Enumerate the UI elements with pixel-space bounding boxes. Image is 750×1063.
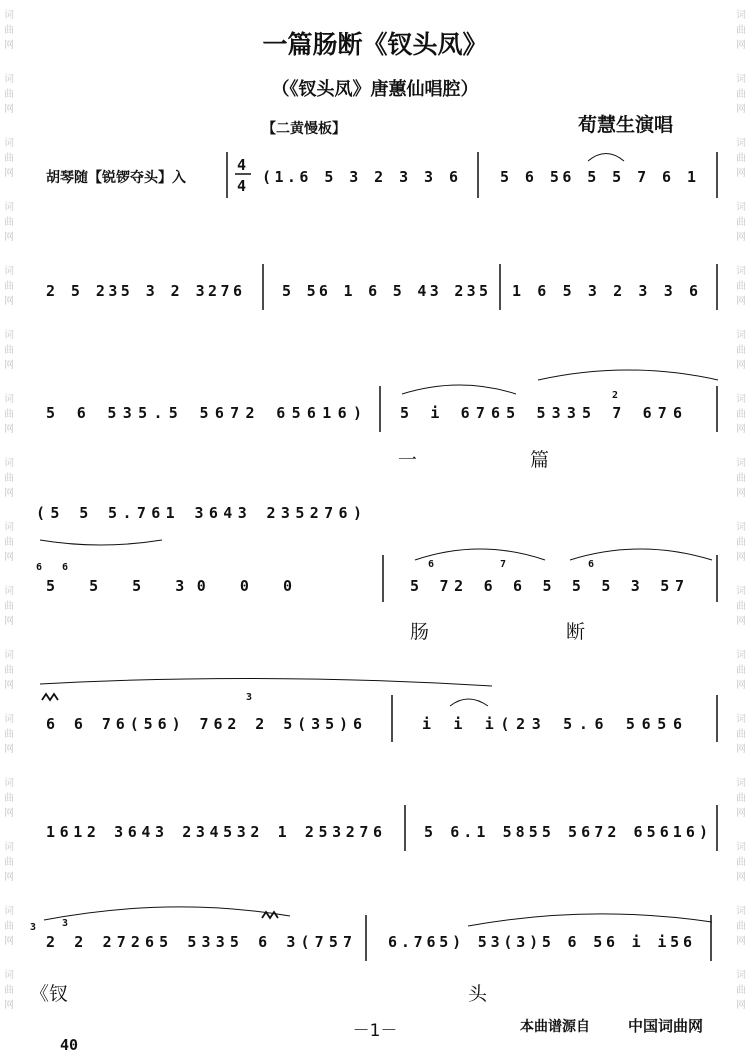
watermark-char: 曲 <box>4 921 14 932</box>
watermark-char: 词 <box>736 906 746 917</box>
watermark-char: 曲 <box>736 281 746 292</box>
watermark-char: 网 <box>4 744 14 755</box>
song-subtitle: （《钗头凤》唐蕙仙唱腔） <box>271 79 479 100</box>
watermark-char: 曲 <box>736 25 746 36</box>
lyric-syllable: 肠 <box>410 621 430 643</box>
watermark-char: 网 <box>736 616 746 627</box>
grace-note: 7 <box>500 559 507 570</box>
slur-arc <box>415 549 545 560</box>
lyric-syllable: 篇 <box>530 449 550 471</box>
watermark-char: 曲 <box>736 665 746 676</box>
grace-note: 6 <box>62 562 69 573</box>
lyric-syllable: 头 <box>468 983 488 1005</box>
watermark-char: 网 <box>736 360 746 371</box>
watermark-char: 词 <box>4 266 14 277</box>
notation-measure: 2 2 27265 5335 6 3(757 <box>46 933 353 951</box>
trill-mark <box>42 694 58 700</box>
slur-arc <box>538 370 718 380</box>
watermark-char: 曲 <box>736 217 746 228</box>
watermark-char: 网 <box>4 936 14 947</box>
watermark-char: 曲 <box>4 153 14 164</box>
grace-note: 3 <box>246 692 253 703</box>
watermark-char: 网 <box>736 168 746 179</box>
notation-measure: 5 6 535.5 5672 65616) <box>46 404 362 422</box>
watermark-char: 词 <box>736 970 746 981</box>
watermark-char: 网 <box>736 936 746 947</box>
watermark-char: 曲 <box>4 729 14 740</box>
watermark-char: 曲 <box>4 281 14 292</box>
lyric-syllable: 断 <box>566 621 586 643</box>
watermark-char: 词 <box>4 970 14 981</box>
corner-number: 40 <box>60 1036 79 1054</box>
slur-arc <box>468 914 712 926</box>
page-number: －1－ <box>352 1021 398 1041</box>
watermark-char: 网 <box>4 296 14 307</box>
watermark-char: 词 <box>4 714 14 725</box>
slur-arc <box>40 540 162 545</box>
watermark-char: 词 <box>736 266 746 277</box>
source-label: 本曲谱源自 <box>520 1019 590 1035</box>
notation-measure: (5 5 5.761 3643 235276) <box>36 504 362 522</box>
watermark-char: 网 <box>4 104 14 115</box>
watermark-char: 词 <box>4 394 14 405</box>
slur-arc <box>402 385 516 394</box>
watermark-char: 曲 <box>736 89 746 100</box>
notation-measure: 5 72 6 6 5 5 5 3 57 <box>410 577 684 595</box>
watermark-char: 网 <box>736 552 746 563</box>
watermark-char: 曲 <box>736 601 746 612</box>
notation-measure: (1.6 5 3 2 3 3 6 <box>262 168 458 186</box>
notation-measure: 1 6 5 3 2 3 3 6 <box>512 282 698 300</box>
notation-measure: 5 5 5 30 0 0 <box>46 577 292 595</box>
watermark-char: 曲 <box>4 985 14 996</box>
lyric-syllable: 《钗 <box>30 983 69 1005</box>
watermark-char: 曲 <box>736 473 746 484</box>
watermark-char: 词 <box>736 330 746 341</box>
grace-note: 6 <box>428 559 435 570</box>
watermark-char: 词 <box>4 522 14 533</box>
watermark-char: 词 <box>736 522 746 533</box>
watermark-char: 词 <box>736 138 746 149</box>
watermark-char: 曲 <box>736 793 746 804</box>
slur-arc <box>40 678 492 686</box>
watermark-char: 曲 <box>4 665 14 676</box>
watermark-char: 词 <box>4 458 14 469</box>
watermark-char: 网 <box>736 232 746 243</box>
time-signature-bottom: 4 <box>237 177 247 195</box>
watermark-char: 曲 <box>736 153 746 164</box>
watermark-char: 词 <box>4 906 14 917</box>
watermark-char: 词 <box>736 650 746 661</box>
watermark-char: 网 <box>4 616 14 627</box>
watermark-char: 词 <box>4 330 14 341</box>
grace-note: 6 <box>36 562 43 573</box>
watermark-char: 网 <box>736 872 746 883</box>
source-site-link[interactable]: 中国词曲网 <box>628 1017 704 1035</box>
performer-credit: 荀慧生演唱 <box>578 114 674 136</box>
watermark-char: 曲 <box>736 985 746 996</box>
watermark-char: 词 <box>736 10 746 21</box>
notation-measure: i i i(23 5.6 5656 <box>422 715 682 733</box>
notation-measure: 2 5 235 3 2 3276 <box>46 282 243 300</box>
watermark-char: 词 <box>736 458 746 469</box>
watermark-column-right <box>736 9 746 1011</box>
watermark-char: 网 <box>736 104 746 115</box>
watermark-char: 网 <box>4 680 14 691</box>
watermark-char: 网 <box>4 40 14 51</box>
watermark-char: 曲 <box>4 25 14 36</box>
notation-measure: 5 i 6765 5335 7 676 <box>400 404 682 422</box>
watermark-char: 网 <box>4 232 14 243</box>
watermark-char: 网 <box>4 552 14 563</box>
watermark-char: 词 <box>736 842 746 853</box>
watermark-char: 曲 <box>4 537 14 548</box>
watermark-char: 曲 <box>4 857 14 868</box>
watermark-char: 曲 <box>4 217 14 228</box>
watermark-char: 词 <box>736 74 746 85</box>
notation-measure: 6.765) 53(3)5 6 56 i i56 <box>388 933 692 951</box>
lyric-syllable: 一 <box>398 449 418 471</box>
watermark-char: 曲 <box>4 345 14 356</box>
watermark-char: 词 <box>4 650 14 661</box>
watermark-char: 词 <box>4 842 14 853</box>
watermark-char: 曲 <box>736 729 746 740</box>
watermark-char: 词 <box>4 778 14 789</box>
watermark-char: 曲 <box>736 537 746 548</box>
watermark-char: 词 <box>736 714 746 725</box>
slur-arc <box>450 699 488 706</box>
watermark-char: 网 <box>4 872 14 883</box>
time-signature-top: 4 <box>237 156 247 174</box>
watermark-char: 词 <box>736 778 746 789</box>
watermark-char: 网 <box>736 296 746 307</box>
watermark-char: 网 <box>736 424 746 435</box>
notation-measure: 6 6 76(56) 762 2 5(35)6 <box>46 715 362 733</box>
watermark-char: 曲 <box>736 857 746 868</box>
watermark-char: 词 <box>4 74 14 85</box>
watermark-char: 词 <box>4 138 14 149</box>
grace-note: 3 <box>62 918 69 929</box>
watermark-char: 网 <box>736 744 746 755</box>
notation-measure: 5 6.1 5855 5672 65616) <box>424 823 708 841</box>
slur-arc <box>44 907 290 920</box>
grace-note: 6 <box>588 559 595 570</box>
watermark-char: 曲 <box>4 793 14 804</box>
watermark-char: 曲 <box>736 409 746 420</box>
notation-measure: 1612 3643 234532 1 253276 <box>46 823 382 841</box>
watermark-char: 曲 <box>736 921 746 932</box>
watermark-char: 网 <box>4 808 14 819</box>
watermark-char: 网 <box>4 360 14 371</box>
watermark-char: 网 <box>736 680 746 691</box>
watermark-char: 词 <box>736 202 746 213</box>
watermark-char: 网 <box>736 1000 746 1011</box>
watermark-char: 网 <box>4 488 14 499</box>
watermark-column-left <box>4 9 14 1011</box>
watermark-char: 曲 <box>4 473 14 484</box>
watermark-char: 网 <box>4 1000 14 1011</box>
notation-measure: 5 56 1 6 5 43 235 <box>282 282 488 300</box>
watermark-char: 词 <box>4 202 14 213</box>
intro-instruction: 胡琴随【锐锣夺头】入 <box>46 170 186 186</box>
watermark-char: 网 <box>4 424 14 435</box>
watermark-char: 网 <box>736 488 746 499</box>
watermark-char: 曲 <box>4 409 14 420</box>
song-title: 一篇肠断《钗头凤》 <box>262 30 488 59</box>
watermark-char: 曲 <box>736 345 746 356</box>
watermark-char: 网 <box>4 168 14 179</box>
notation-measure: 5 6 56 5 5 7 6 1 <box>500 168 696 186</box>
mode-label: 【二黄慢板】 <box>262 121 346 137</box>
watermark-char: 词 <box>736 394 746 405</box>
grace-note: 2 <box>612 390 619 401</box>
tie-arc <box>588 154 624 162</box>
watermark-char: 曲 <box>4 601 14 612</box>
watermark-char: 网 <box>736 40 746 51</box>
watermark-char: 词 <box>4 10 14 21</box>
watermark-char: 词 <box>4 586 14 597</box>
watermark-char: 曲 <box>4 89 14 100</box>
grace-note: 3 <box>30 922 37 933</box>
watermark-char: 网 <box>736 808 746 819</box>
watermark-char: 词 <box>736 586 746 597</box>
